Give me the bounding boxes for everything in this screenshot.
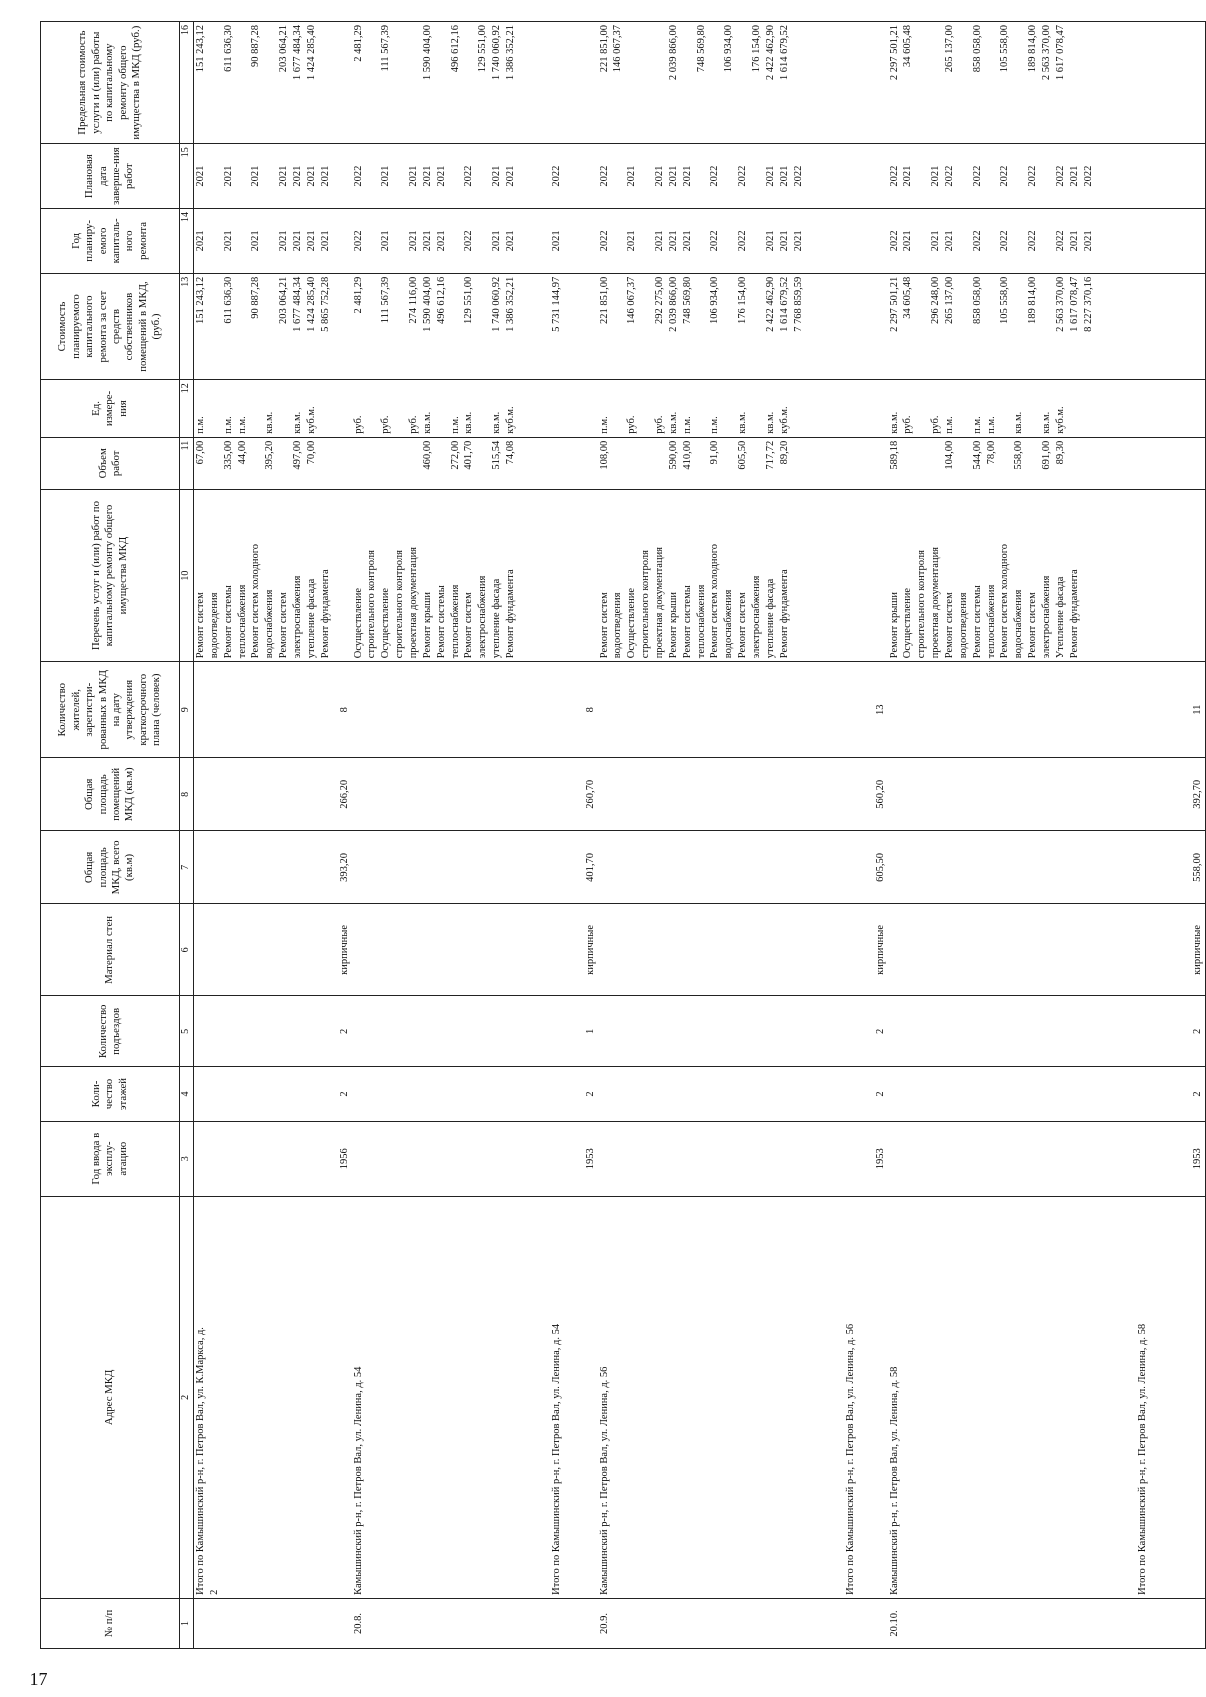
cell-works xyxy=(1136,489,1206,661)
column-number: 11 xyxy=(180,437,194,489)
cell-plan-year: 2021 xyxy=(550,209,598,274)
cell-volume: 108,00 590,00 410,00 91,00 605,50 717,72 89,20 xyxy=(598,437,844,489)
page-number: 17 xyxy=(29,1669,48,1689)
cell-floors xyxy=(352,1067,550,1121)
column-number: 16 xyxy=(180,22,194,144)
cell-material: кирпичные xyxy=(550,904,598,996)
cell-cost: 2 297 501,21 34 605,48 296 248,00 265 137,00 858 058,00 105 558,00 189 814,00 2 563 370,00 1 617 078,47 8 227 370,16 xyxy=(888,273,1136,380)
cell-area-total xyxy=(352,831,550,904)
cell-material xyxy=(888,904,1136,996)
cell-residents: 8 xyxy=(194,662,352,758)
cell-no xyxy=(550,1598,598,1648)
cell-finish: 2022 2021 2021 2022 2022 2022 2022 2022 2021 2022 xyxy=(888,144,1136,209)
cell-limit: 151 243,12 611 636,30 90 887,28 203 064,21 1 677 484,34 1 424 285,40 xyxy=(194,22,352,144)
column-number: 8 xyxy=(180,758,194,831)
column-header: Предельная стоимость услуги и (или) работы по капитальному ремонту общего имущества в МКД (руб.) xyxy=(41,22,180,144)
cell-finish: 2021 2021 2021 2021 2021 2021 2021 xyxy=(194,144,352,209)
column-number: 13 xyxy=(180,273,194,380)
cell-area-premises: 260,70 xyxy=(550,758,598,831)
table-row xyxy=(598,22,844,1649)
column-header: Плановая дата заверше-ния работ xyxy=(41,144,180,209)
cell-no: 20.10. xyxy=(888,1598,1136,1648)
cell-volume xyxy=(550,437,598,489)
cell-unit: кв.м. руб. руб. п.м. п.м. п.м. кв.м. кв.м. куб.м. xyxy=(888,380,1136,437)
column-number: 12 xyxy=(180,380,194,437)
column-number: 9 xyxy=(180,662,194,758)
column-header: Год ввода в эксплу-атацию xyxy=(41,1121,180,1196)
cell-entrances xyxy=(598,996,844,1067)
cell-year xyxy=(352,1121,550,1196)
header-row xyxy=(41,22,180,1649)
cell-finish xyxy=(1136,144,1206,209)
cell-works: Осуществление строительного контроля Осуществление строительного контроля проектная документация Ремонт крыши Ремонт системы теплоснабжения Ремонт систем электроснабжения утепление фасада Ремонт фундамента xyxy=(352,489,550,661)
cell-limit: 2 297 501,21 34 605,48 265 137,00 858 058,00 105 558,00 189 814,00 2 563 370,00 1 617 078,47 xyxy=(888,22,1136,144)
cell-address: Итого по Камышинский р-н, г. Петров Вал, ул. Ленина, д. 54 xyxy=(550,1196,598,1598)
column-number-row xyxy=(180,22,194,1649)
cell-address: Итого по Камышинский р-н, г. Петров Вал, ул. К.Маркса, д. 2 xyxy=(194,1196,352,1598)
cell-volume: 589,18 104,00 544,00 78,00 558,00 691,00 89,30 xyxy=(888,437,1136,489)
cell-residents: 13 xyxy=(844,662,888,758)
cell-limit xyxy=(550,22,598,144)
cell-residents: 8 xyxy=(550,662,598,758)
table-row xyxy=(844,22,888,1649)
cell-unit xyxy=(844,380,888,437)
column-number: 15 xyxy=(180,144,194,209)
column-number: 10 xyxy=(180,489,194,661)
column-number: 1 xyxy=(180,1598,194,1648)
cell-cost: 5 731 144,97 xyxy=(550,273,598,380)
column-header: Адрес МКД xyxy=(41,1196,180,1598)
cell-no xyxy=(844,1598,888,1648)
cell-area-total: 558,00 xyxy=(1136,831,1206,904)
column-number: 6 xyxy=(180,904,194,996)
cell-material: кирпичные xyxy=(1136,904,1206,996)
cell-address: Итого по Камышинский р-н, г. Петров Вал, ул. Ленина, д. 58 xyxy=(1136,1196,1206,1598)
column-header: Материал стен xyxy=(41,904,180,996)
table-row xyxy=(194,22,352,1649)
cell-residents xyxy=(598,662,844,758)
cell-floors xyxy=(888,1067,1136,1121)
cell-floors: 2 xyxy=(550,1067,598,1121)
column-header: Общая площадь МКД, всего (кв.м) xyxy=(41,831,180,904)
column-header: Стоимость планируемого капитального ремонта за счет средств собственников помещений в МКД, (руб.) xyxy=(41,273,180,380)
cell-address: Камышинский р-н, г. Петров Вал, ул. Ленина, д. 56 xyxy=(598,1196,844,1598)
cell-plan-year: 2022 2021 2021 2021 2021 2022 2022 2021 2021 2021 xyxy=(598,209,844,274)
cell-area-total: 393,20 xyxy=(194,831,352,904)
column-number: 4 xyxy=(180,1067,194,1121)
cell-plan-year xyxy=(844,209,888,274)
cell-area-total: 605,50 xyxy=(844,831,888,904)
cell-works xyxy=(844,489,888,661)
cell-floors: 2 xyxy=(194,1067,352,1121)
cell-entrances: 1 xyxy=(550,996,598,1067)
cell-area-premises: 560,20 xyxy=(844,758,888,831)
column-number: 3 xyxy=(180,1121,194,1196)
cell-unit: п.м. п.м. п.м. кв.м. кв.м. куб.м. xyxy=(194,380,352,437)
cell-residents xyxy=(888,662,1136,758)
table-row xyxy=(888,22,1136,1649)
cell-finish: 2022 xyxy=(550,144,598,209)
cell-unit xyxy=(550,380,598,437)
cell-area-total: 401,70 xyxy=(550,831,598,904)
cell-area-premises xyxy=(598,758,844,831)
cell-address: Камышинский р-н, г. Петров Вал, ул. Ленина, д. 58 xyxy=(888,1196,1136,1598)
cell-no xyxy=(194,1598,352,1648)
cell-area-premises: 266,20 xyxy=(194,758,352,831)
cell-cost: 221 851,00 146 067,37 292 275,00 2 039 866,00 748 569,80 106 934,00 176 154,00 2 422 462,90 1 614 679,52 7 768 859,59 xyxy=(598,273,844,380)
cell-works: Ремонт систем водоотведения Осуществление строительного контроля проектная документация Ремонт крыши Ремонт системы теплоснабжения Ремонт систем холодного водоснабжения Ремонт систем электроснабжения утепление фасада Ремонт фундамента xyxy=(598,489,844,661)
column-number: 5 xyxy=(180,996,194,1067)
cell-plan-year xyxy=(1136,209,1206,274)
cell-entrances: 2 xyxy=(194,996,352,1067)
cell-area-total xyxy=(598,831,844,904)
cell-address: Камышинский р-н, г. Петров Вал, ул. Ленина, д. 54 xyxy=(352,1196,550,1598)
cell-area-premises: 392,70 xyxy=(1136,758,1206,831)
cell-entrances xyxy=(352,996,550,1067)
cell-material xyxy=(598,904,844,996)
column-header: Ед. измере-ния xyxy=(41,380,180,437)
cell-area-premises xyxy=(352,758,550,831)
table-row xyxy=(1136,22,1206,1649)
cell-plan-year: 2022 2021 2021 2021 2021 2022 2021 2021 xyxy=(352,209,550,274)
column-number: 2 xyxy=(180,1196,194,1598)
cell-no: 20.8. xyxy=(352,1598,550,1648)
cell-area-premises xyxy=(888,758,1136,831)
cell-floors: 2 xyxy=(1136,1067,1206,1121)
cell-limit xyxy=(1136,22,1206,144)
cell-entrances: 2 xyxy=(1136,996,1206,1067)
column-header: Общая площадь помещений МКД (кв.м) xyxy=(41,758,180,831)
cell-works: Ремонт систем водоотведения Ремонт системы теплоснабжения Ремонт систем холодного водоснабжения Ремонт систем электроснабжения утепление фасада Ремонт фундамента xyxy=(194,489,352,661)
cell-year: 1953 xyxy=(844,1121,888,1196)
cell-works xyxy=(550,489,598,661)
cell-cost xyxy=(1136,273,1206,380)
cell-finish: 2022 2021 2021 2021 2021 2022 2022 2021 2021 2022 xyxy=(598,144,844,209)
table-body xyxy=(194,22,1206,1649)
cell-year: 1953 xyxy=(1136,1121,1206,1196)
cell-cost xyxy=(844,273,888,380)
column-header: Количество жителей, зарегистри-рованных в МКД на дату утверждения краткосрочного плана (человек) xyxy=(41,662,180,758)
repair-plan-table xyxy=(40,21,1206,1649)
column-header: Объем работ xyxy=(41,437,180,489)
column-header: № п/п xyxy=(41,1598,180,1648)
cell-limit: 221 851,00 146 067,37 2 039 866,00 748 569,80 106 934,00 176 154,00 2 422 462,90 1 614 679,52 xyxy=(598,22,844,144)
column-header: Коли-чество этажей xyxy=(41,1067,180,1121)
cell-year xyxy=(888,1121,1136,1196)
cell-cost: 2 481,29 111 567,39 274 116,00 1 590 404,00 496 612,16 129 551,00 1 740 060,92 1 386 352,21 xyxy=(352,273,550,380)
cell-material: кирпичные xyxy=(844,904,888,996)
cell-residents: 11 xyxy=(1136,662,1206,758)
cell-entrances: 2 xyxy=(844,996,888,1067)
column-header: Год планиру-емого капиталь-ного ремонта xyxy=(41,209,180,274)
cell-unit: п.м. руб. руб. кв.м. п.м. п.м. кв.м. кв.м. куб.м. xyxy=(598,380,844,437)
cell-material: кирпичные xyxy=(194,904,352,996)
cell-material xyxy=(352,904,550,996)
cell-floors: 2 xyxy=(844,1067,888,1121)
cell-residents xyxy=(352,662,550,758)
cell-year: 1953 xyxy=(550,1121,598,1196)
cell-no xyxy=(1136,1598,1206,1648)
column-header: Перечень услуг и (или) работ по капитальному ремонту общего имущества МКД xyxy=(41,489,180,661)
cell-unit: руб. руб. руб. кв.м. п.м. кв.м. кв.м. куб.м. xyxy=(352,380,550,437)
cell-limit xyxy=(844,22,888,144)
cell-area-total xyxy=(888,831,1136,904)
cell-address: Итого по Камышинский р-н, г. Петров Вал, ул. Ленина, д. 56 xyxy=(844,1196,888,1598)
column-number: 7 xyxy=(180,831,194,904)
cell-no: 20.9. xyxy=(598,1598,844,1648)
cell-finish: 2022 2021 2021 2021 2021 2022 2021 2021 xyxy=(352,144,550,209)
column-number: 14 xyxy=(180,209,194,274)
column-header: Количество подъездов xyxy=(41,996,180,1067)
cell-entrances xyxy=(888,996,1136,1067)
cell-unit xyxy=(1136,380,1206,437)
cell-limit: 2 481,29 111 567,39 1 590 404,00 496 612,16 129 551,00 1 740 060,92 1 386 352,21 xyxy=(352,22,550,144)
cell-year: 1956 xyxy=(194,1121,352,1196)
table-row xyxy=(550,22,598,1649)
table-row xyxy=(352,22,550,1649)
cell-cost: 151 243,12 611 636,30 90 887,28 203 064,21 1 677 484,34 1 424 285,40 5 865 752,28 xyxy=(194,273,352,380)
cell-plan-year: 2021 2021 2021 2021 2021 2021 2021 xyxy=(194,209,352,274)
cell-works: Ремонт крыши Осуществление строительного контроля проектная документация Ремонт систем водоотведения Ремонт системы теплоснабжения Ремонт систем холодного водоснабжения Ремонт систем электроснабжения Утепление фасада Ремонт фундамента xyxy=(888,489,1136,661)
cell-floors xyxy=(598,1067,844,1121)
cell-volume xyxy=(1136,437,1206,489)
cell-volume: 67,00 335,00 44,00 395,20 497,00 70,00 xyxy=(194,437,352,489)
cell-volume xyxy=(844,437,888,489)
cell-year xyxy=(598,1121,844,1196)
cell-finish xyxy=(844,144,888,209)
cell-plan-year: 2022 2021 2021 2021 2022 2022 2022 2022 2021 2021 xyxy=(888,209,1136,274)
table-header xyxy=(41,22,194,1649)
cell-volume: 460,00 272,00 401,70 515,54 74,08 xyxy=(352,437,550,489)
